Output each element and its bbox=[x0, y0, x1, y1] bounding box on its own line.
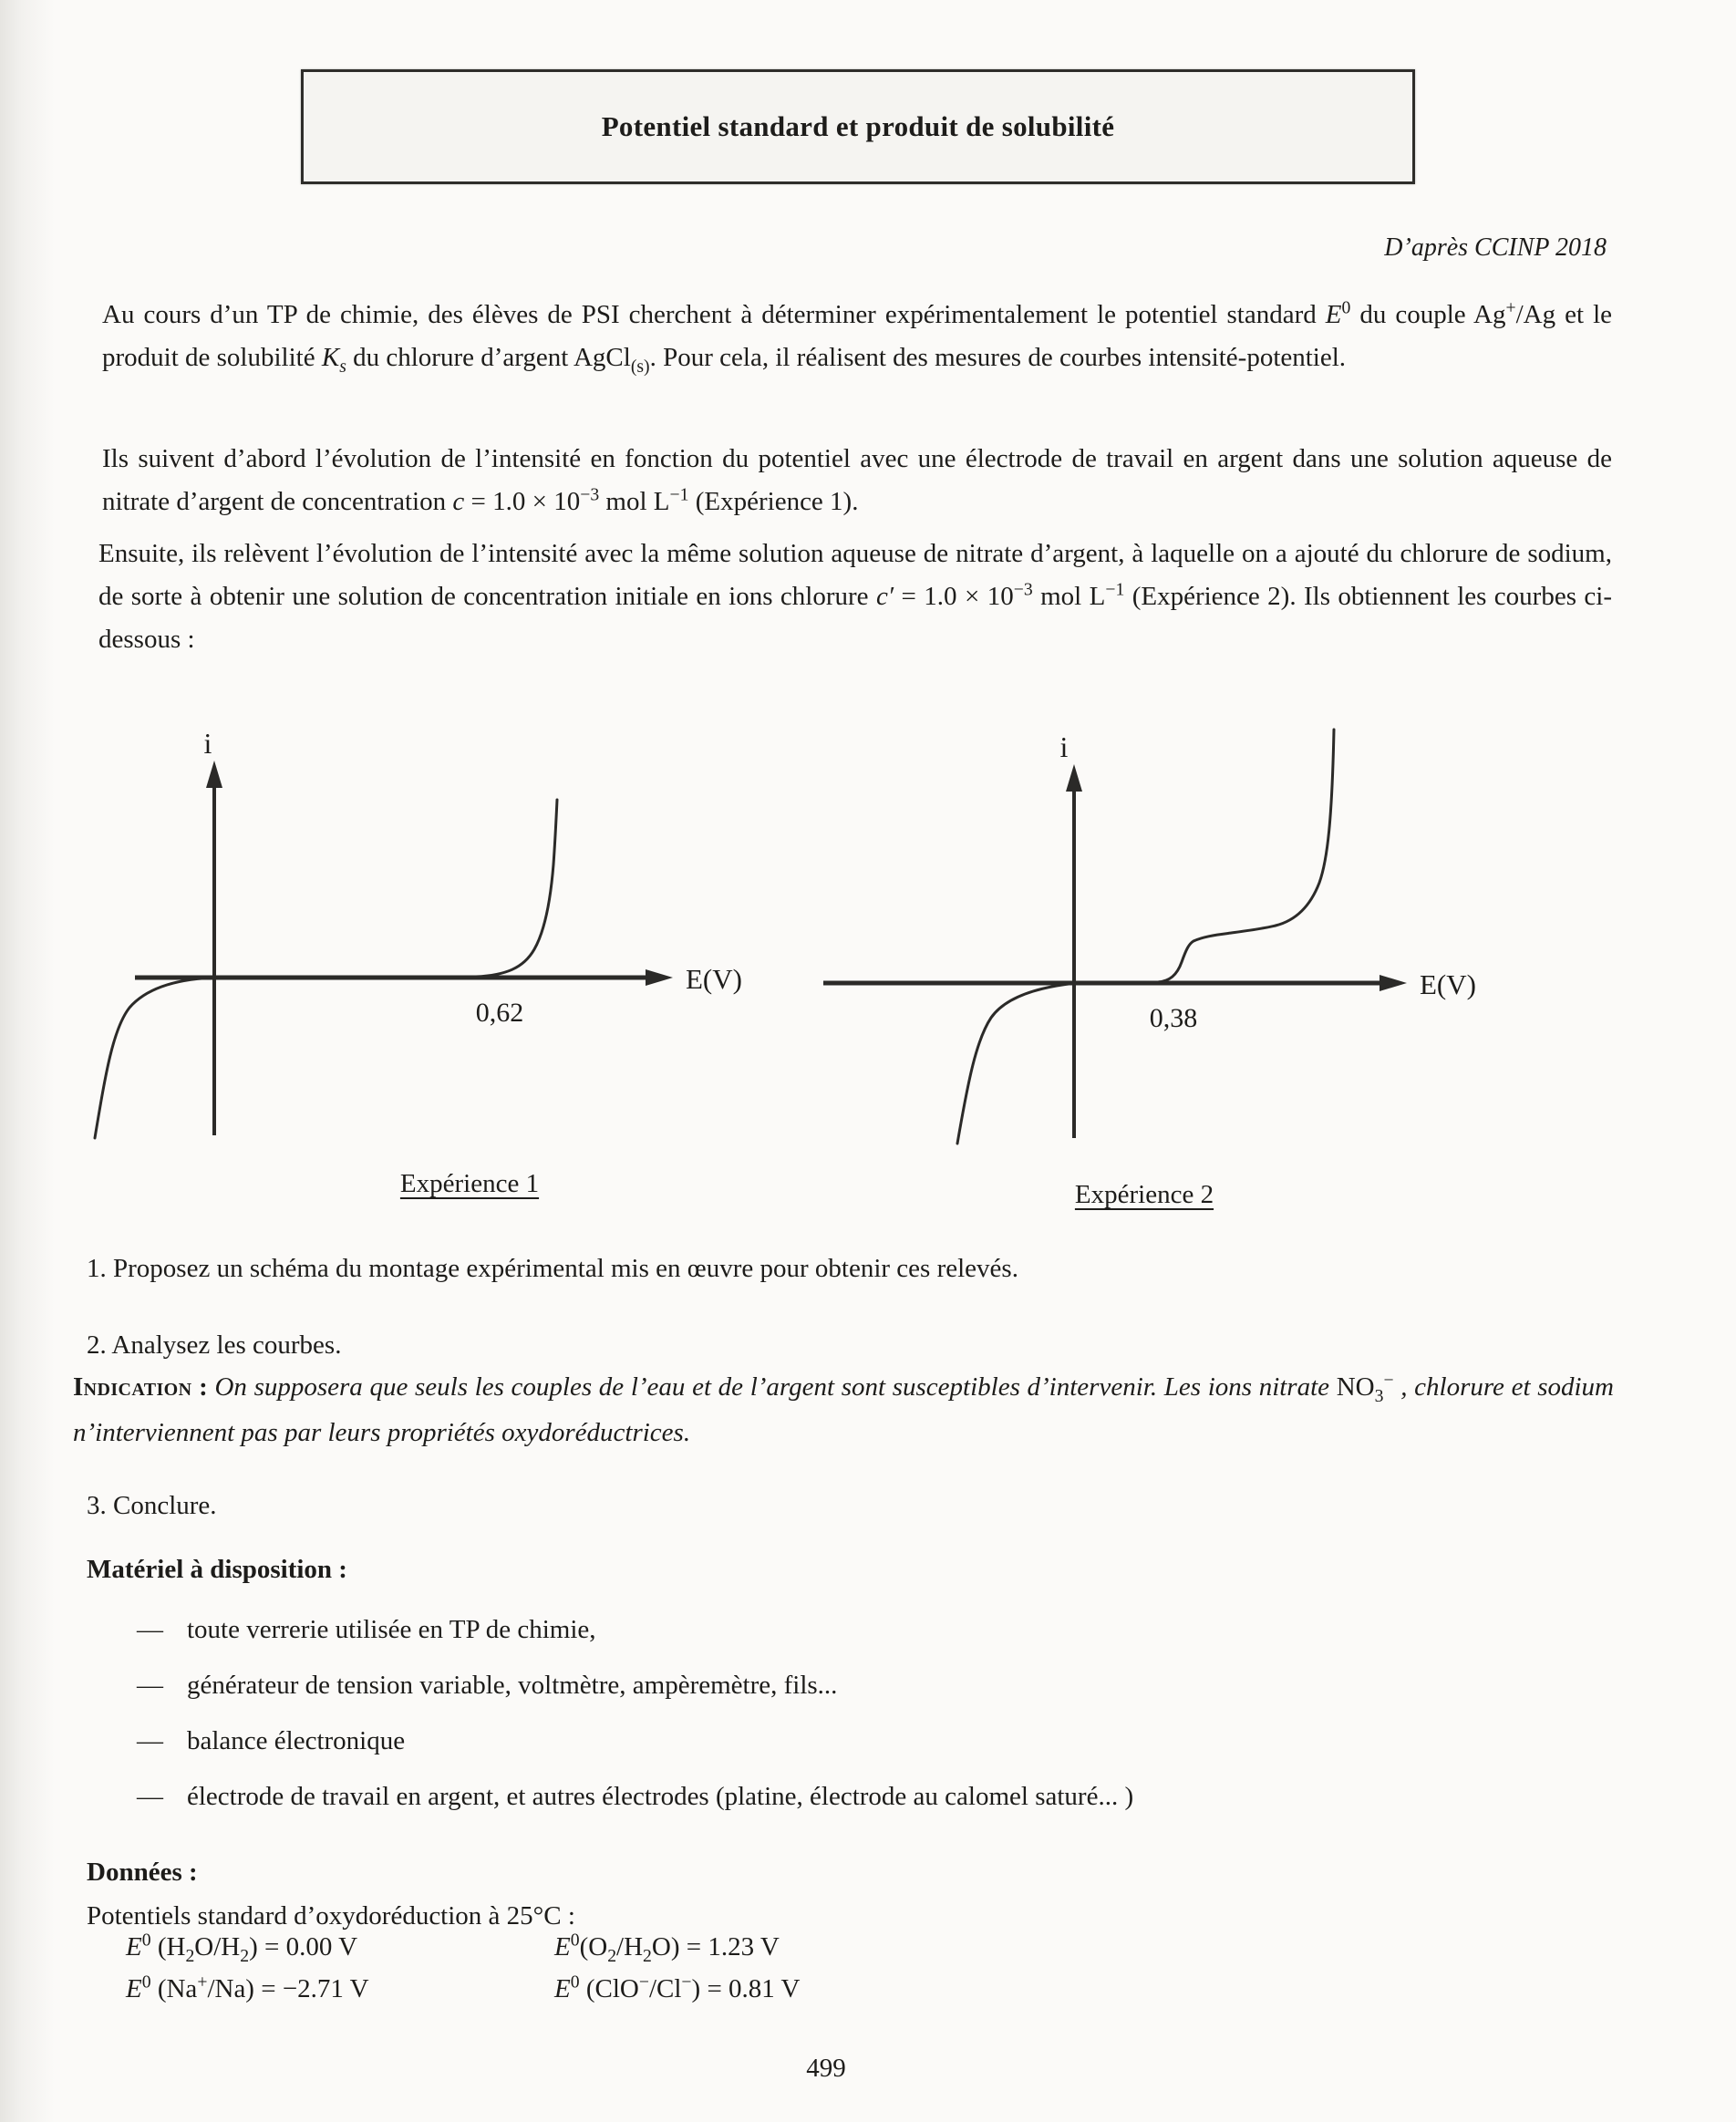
potential-value: $E^0$ (Na+/Na) = −2.71 V bbox=[126, 1972, 369, 2003]
page-number: 499 bbox=[806, 2054, 846, 2083]
dash-marker: — bbox=[137, 1615, 163, 1644]
intro-paragraph-2: Ils suivent d’abord l’évolution de l’intensité en fonction du potentiel avec une électrode de travail en argent dans une solution aqueuse de nitrate d’argent de concentration $c = 1.0 \times 10^{-3}$ mol $L^{-1}$ (Expérience 1). bbox=[102, 444, 1612, 516]
list-item-text: toute verrerie utilisée en TP de chimie, bbox=[187, 1615, 596, 1644]
question-1: 1. Proposez un schéma du montage expérimental mis en œuvre pour obtenir ces relevés. bbox=[87, 1254, 1018, 1283]
list-item bbox=[137, 1721, 1614, 1762]
question-3: 3. Conclure. bbox=[87, 1491, 217, 1520]
fig2-value-label: 0,38 bbox=[1149, 1003, 1198, 1033]
indication-note: Indication : On supposera que seuls les couples de l’eau et de l’argent sont susceptibles d’intervenir. Les ions nitrate $NO_3^-$ , chlorure et sodium n’interviennent pas par leurs propriétés oxydoréductrices. bbox=[73, 1370, 1614, 1447]
list-item bbox=[137, 1776, 1614, 1817]
source-attribution: D’après CCINP 2018 bbox=[1384, 233, 1607, 262]
figure-experience-2 bbox=[816, 711, 1545, 1160]
page-title: Potentiel standard et produit de solubilité bbox=[601, 110, 1115, 142]
fig1-anodic-curve bbox=[212, 800, 557, 978]
intro-paragraph-1: Au cours d’un TP de chimie, des élèves de PSI cherchent à déterminer expérimentalement le potentiel standard $E^0$ du couple Ag+/Ag et le produit de solubilité $K_s$ du chlorure d’argent AgCl$_{(s)}$. Pour cela, il réalisent des mesures de courbes intensité-potentiel. bbox=[102, 297, 1612, 377]
fig2-y-axis-label: i bbox=[1059, 730, 1069, 763]
list-item-text: électrode de travail en argent, et autres électrodes (platine, électrode au calomel saturé... ) bbox=[187, 1782, 1134, 1811]
list-item-text: générateur de tension variable, voltmètre, ampèremètre, fils... bbox=[187, 1671, 838, 1700]
figure-experience-1 bbox=[82, 711, 802, 1160]
dash-marker: — bbox=[137, 1782, 163, 1811]
potential-value: $E^0$ $(H_2O/H_2) = 0.00$ V bbox=[126, 1930, 358, 1966]
list-item-text: balance électronique bbox=[187, 1726, 406, 1755]
fig1-y-axis-arrow-icon bbox=[206, 761, 222, 788]
fig1-x-axis-label: E(V) bbox=[686, 963, 742, 995]
fig2-cathodic-curve bbox=[957, 984, 1072, 1144]
potential-value: $E^0$ (ClO−/Cl−) = 0.81 V bbox=[554, 1972, 801, 2003]
dash-marker: — bbox=[137, 1726, 163, 1755]
intro-paragraph-3: Ensuite, ils relèvent l’évolution de l’intensité avec la même solution aqueuse de nitrate d’argent, à laquelle on a ajouté du chlorure de sodium, de sorte à obtenir une solution de concentration initiale en ions chlorure $c' = 1.0 \times 10^{-3}$ mol $L^{-1}$ (Expérience 2). Ils obtiennent les courbes ci-dessous : bbox=[98, 539, 1612, 654]
potentials-table bbox=[126, 1926, 1402, 2010]
materials-list bbox=[137, 1610, 1614, 1832]
fig1-x-axis-arrow-icon bbox=[646, 969, 673, 986]
fig2-anodic-curve bbox=[1072, 730, 1334, 984]
data-subheading: Potentiels standard d’oxydoréduction à 25°C : bbox=[87, 1901, 575, 1931]
fig1-y-axis-label: i bbox=[203, 727, 212, 760]
materials-heading: Matériel à disposition : bbox=[87, 1555, 347, 1584]
fig1-caption: Expérience 1 bbox=[399, 1169, 540, 1198]
list-item bbox=[137, 1610, 1614, 1651]
fig2-y-axis-arrow-icon bbox=[1066, 764, 1082, 792]
fig2-x-axis-label: E(V) bbox=[1420, 968, 1476, 1000]
fig2-x-axis-arrow-icon bbox=[1380, 975, 1407, 991]
data-heading: Données : bbox=[87, 1858, 198, 1887]
fig2-caption: Expérience 2 bbox=[1074, 1180, 1214, 1209]
dash-marker: — bbox=[137, 1671, 163, 1700]
table-row bbox=[126, 1968, 1402, 2010]
potential-value: $E^0(O_2/H_2O) = 1.23$ V bbox=[554, 1930, 780, 1966]
fig1-value-label: 0,62 bbox=[475, 998, 524, 1028]
fig1-cathodic-curve bbox=[95, 978, 212, 1138]
table-row bbox=[126, 1926, 1402, 1968]
title-box bbox=[301, 69, 1415, 184]
question-2: 2. Analysez les courbes. bbox=[87, 1330, 342, 1360]
list-item bbox=[137, 1665, 1614, 1706]
